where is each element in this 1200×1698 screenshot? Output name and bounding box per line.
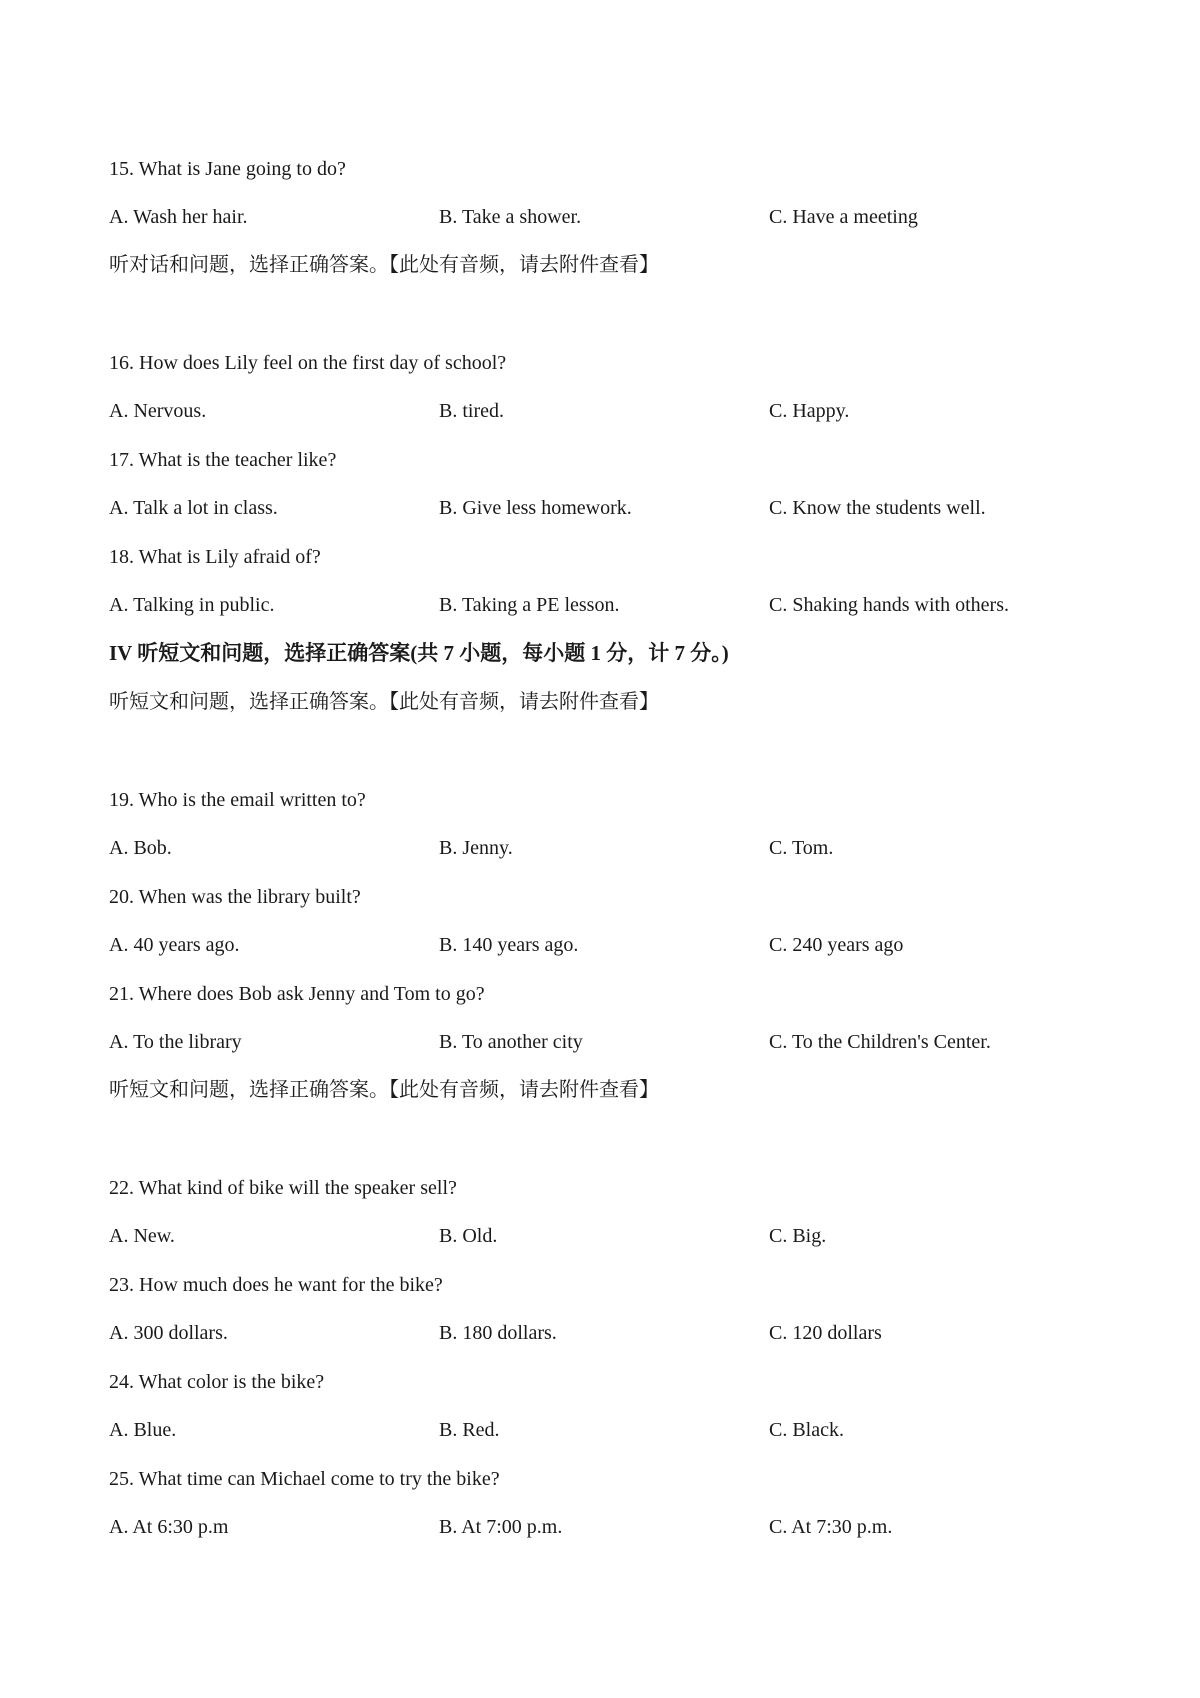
audio-instruction: 听对话和问题，选择正确答案。【此处有音频，请去附件查看】	[109, 254, 659, 276]
option-a: A. Nervous.	[109, 400, 207, 422]
option-c: C. Big.	[769, 1225, 827, 1247]
question-22: 22. What kind of bike will the speaker sell?	[109, 1177, 457, 1199]
option-a: A. Talking in public.	[109, 594, 275, 616]
option-c: C. Black.	[769, 1419, 844, 1441]
options-22	[109, 1223, 1109, 1249]
question-15: 15. What is Jane going to do?	[109, 158, 346, 180]
options-24	[109, 1417, 1109, 1443]
option-c: C. 120 dollars	[769, 1322, 882, 1344]
options-17	[109, 495, 1109, 521]
option-a: A. Talk a lot in class.	[109, 497, 278, 519]
option-a: A. New.	[109, 1225, 175, 1247]
option-c: C. Tom.	[769, 837, 834, 859]
option-c: C. Know the students well.	[769, 497, 986, 519]
option-b: B. 180 dollars.	[439, 1322, 557, 1344]
options-18	[109, 592, 1109, 618]
question-20: 20. When was the library built?	[109, 886, 361, 908]
option-b: B. tired.	[439, 400, 504, 422]
question-17: 17. What is the teacher like?	[109, 449, 337, 471]
options-19	[109, 835, 1109, 861]
question-18: 18. What is Lily afraid of?	[109, 546, 321, 568]
option-b: B. Old.	[439, 1225, 498, 1247]
option-c: C. Shaking hands with others.	[769, 594, 1009, 616]
options-25	[109, 1514, 1109, 1540]
options-20	[109, 932, 1109, 958]
option-a: A. 40 years ago.	[109, 934, 240, 956]
option-c: C. At 7:30 p.m.	[769, 1516, 893, 1538]
option-c: C. To the Children's Center.	[769, 1031, 991, 1053]
option-a: A. Wash her hair.	[109, 206, 248, 228]
option-b: B. Take a shower.	[439, 206, 582, 228]
option-c: C. Have a meeting	[769, 206, 918, 228]
question-19: 19. Who is the email written to?	[109, 789, 366, 811]
option-c: C. Happy.	[769, 400, 850, 422]
option-b: B. 140 years ago.	[439, 934, 579, 956]
option-b: B. At 7:00 p.m.	[439, 1516, 563, 1538]
question-25: 25. What time can Michael come to try the bike?	[109, 1468, 500, 1490]
audio-instruction: 听短文和问题，选择正确答案。【此处有音频，请去附件查看】	[109, 691, 659, 713]
option-b: B. Give less homework.	[439, 497, 632, 519]
section-heading: IV 听短文和问题，选择正确答案(共 7 小题，每小题 1 分，计 7 分。)	[109, 641, 729, 665]
option-b: B. Taking a PE lesson.	[439, 594, 620, 616]
options-15	[109, 204, 1109, 230]
option-b: B. Jenny.	[439, 837, 513, 859]
option-a: A. 300 dollars.	[109, 1322, 228, 1344]
options-21	[109, 1029, 1109, 1055]
audio-instruction: 听短文和问题，选择正确答案。【此处有音频，请去附件查看】	[109, 1079, 659, 1101]
question-21: 21. Where does Bob ask Jenny and Tom to go?	[109, 983, 485, 1005]
question-23: 23. How much does he want for the bike?	[109, 1274, 443, 1296]
option-a: A. To the library	[109, 1031, 242, 1053]
question-16: 16. How does Lily feel on the first day of school?	[109, 352, 507, 374]
question-24: 24. What color is the bike?	[109, 1371, 325, 1393]
option-b: B. Red.	[439, 1419, 500, 1441]
options-16	[109, 398, 1109, 424]
options-23	[109, 1320, 1109, 1346]
option-c: C. 240 years ago	[769, 934, 904, 956]
option-b: B. To another city	[439, 1031, 583, 1053]
option-a: A. At 6:30 p.m	[109, 1516, 229, 1538]
option-a: A. Blue.	[109, 1419, 177, 1441]
option-a: A. Bob.	[109, 837, 172, 859]
